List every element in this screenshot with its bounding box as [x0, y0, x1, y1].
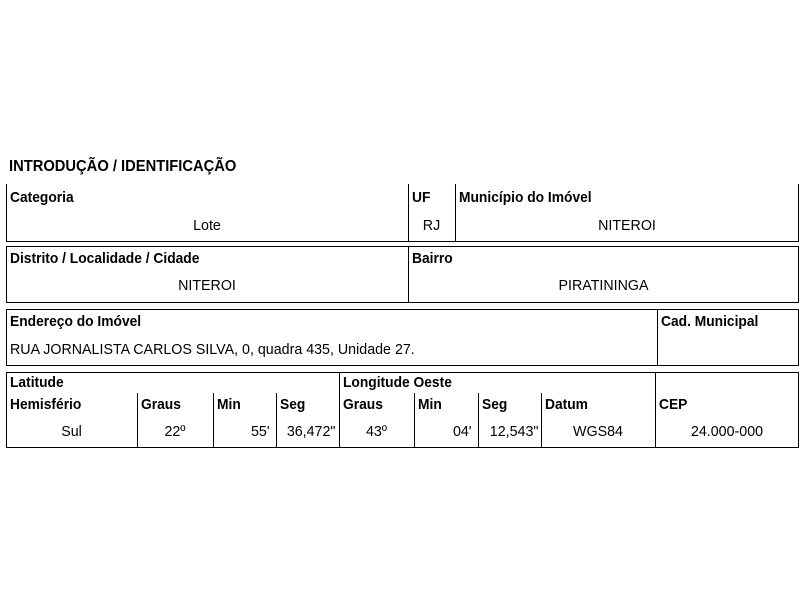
divider — [655, 372, 656, 448]
lat-min-label: Min — [217, 396, 241, 413]
lon-graus-value: 43º — [365, 423, 388, 440]
lat-seg-value: 36,472" — [286, 423, 336, 440]
latitude-label: Latitude — [10, 374, 64, 391]
municipio-value: NITEROI — [598, 217, 656, 234]
lat-graus-label: Graus — [141, 396, 181, 413]
divider — [657, 309, 658, 366]
divider — [408, 246, 409, 303]
divider — [137, 393, 138, 448]
bairro-label: Bairro — [412, 250, 453, 267]
categoria-value: Lote — [193, 217, 221, 234]
municipio-label: Município do Imóvel — [459, 189, 592, 206]
uf-value: RJ — [422, 217, 441, 234]
lon-min-value: 04' — [452, 423, 472, 440]
divider — [541, 393, 542, 448]
distrito-value: NITEROI — [178, 277, 236, 294]
hemisferio-value: Sul — [61, 423, 82, 440]
datum-value: WGS84 — [573, 423, 623, 440]
longitude-label: Longitude Oeste — [343, 374, 452, 391]
lat-min-value: 55' — [250, 423, 270, 440]
lat-seg-label: Seg — [280, 396, 306, 413]
categoria-label: Categoria — [10, 189, 74, 206]
cep-value: 24.000-000 — [690, 423, 764, 440]
divider — [455, 184, 456, 242]
lon-seg-label: Seg — [482, 396, 508, 413]
lat-graus-value: 22º — [164, 423, 186, 440]
bairro-value: PIRATININGA — [558, 277, 649, 294]
datum-label: Datum — [545, 396, 588, 413]
endereco-value: RUA JORNALISTA CARLOS SILVA, 0, quadra 435, Unidade 27. — [10, 341, 415, 358]
lon-min-label: Min — [418, 396, 442, 413]
lon-seg-value: 12,543" — [489, 423, 539, 440]
cad-municipal-label: Cad. Municipal — [661, 313, 759, 330]
lon-graus-label: Graus — [343, 396, 383, 413]
hemisferio-label: Hemisfério — [10, 396, 82, 413]
distrito-label: Distrito / Localidade / Cidade — [10, 250, 200, 267]
section-title: INTRODUÇÃO / IDENTIFICAÇÃO — [9, 158, 237, 175]
divider — [339, 372, 340, 448]
cep-label: CEP — [659, 396, 688, 413]
endereco-label: Endereço do Imóvel — [10, 313, 142, 330]
uf-label: UF — [412, 189, 431, 206]
